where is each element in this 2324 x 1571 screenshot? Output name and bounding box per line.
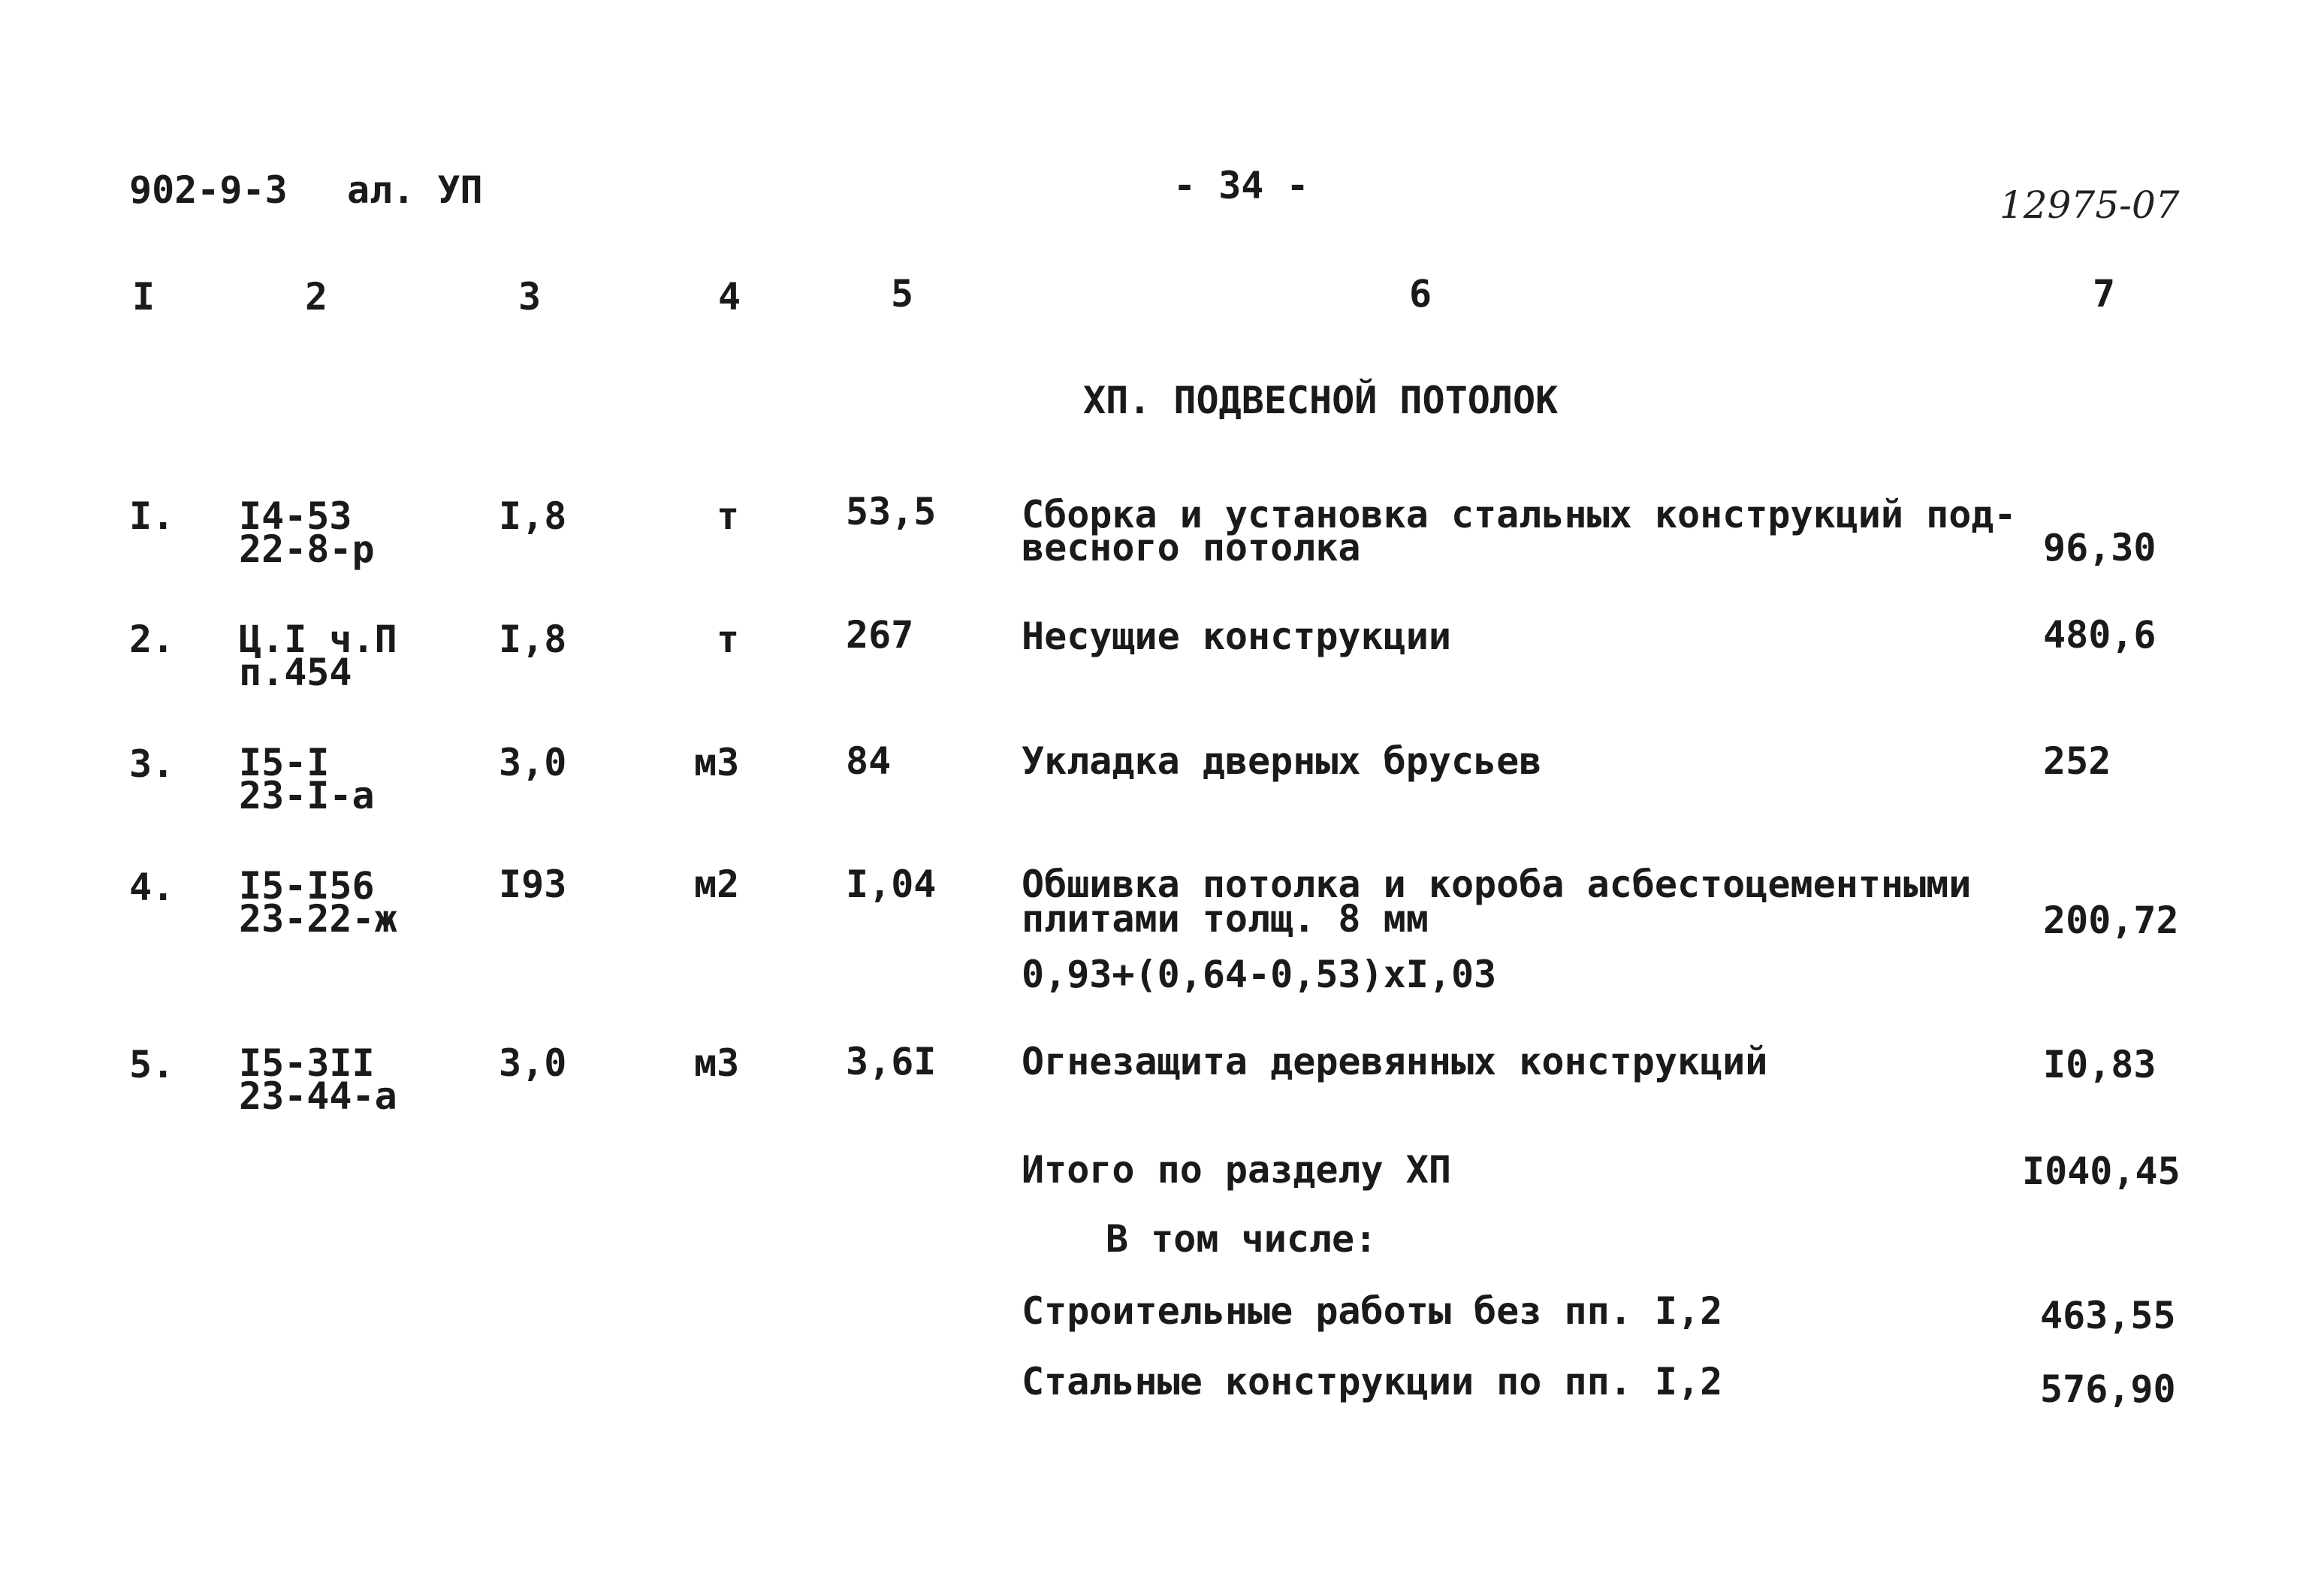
column-header-7: 7 xyxy=(2093,272,2116,316)
row-description-line1: Обшивка потолка и короба асбестоцементными xyxy=(1022,863,1972,906)
row-coefficient: I,8 xyxy=(499,494,567,538)
row-code-line1: I5-I xyxy=(239,741,330,784)
row-number: 5. xyxy=(129,1043,175,1086)
row-description-line1: Сборка и установка стальных конструкций под- xyxy=(1022,493,2017,536)
inventory-number: 12975-07 xyxy=(2000,183,2180,227)
row-unit: м2 xyxy=(694,863,740,906)
steel-structures-label: Стальные конструкции по пп. I,2 xyxy=(1022,1360,1723,1403)
row-number: 4. xyxy=(129,866,175,909)
row-unit: т xyxy=(717,494,740,538)
row-code-line2: 23-22-ж xyxy=(239,897,397,941)
column-header-4: 4 xyxy=(718,275,741,319)
row-quantity: 3,6I xyxy=(846,1040,937,1083)
including-label: В том числе: xyxy=(1106,1217,1378,1261)
column-header-1: I xyxy=(132,275,155,319)
doc-code: 902-9-3 xyxy=(129,168,288,212)
album-label: ал. УП xyxy=(347,168,483,212)
row-description-line2: плитами толщ. 8 мм xyxy=(1022,897,1429,941)
row-code-line1: I5-3II xyxy=(239,1041,375,1085)
construction-works-label: Строительные работы без пп. I,2 xyxy=(1022,1289,1723,1333)
column-header-5: 5 xyxy=(891,272,914,316)
row-code-line2: 23-I-а xyxy=(239,774,375,817)
row-quantity: I,04 xyxy=(846,863,937,906)
row-number: 3. xyxy=(129,742,175,786)
row-number: 2. xyxy=(129,618,175,661)
row-unit: м3 xyxy=(694,1041,740,1085)
row-total: 96,30 xyxy=(2043,526,2156,569)
row-total: I0,83 xyxy=(2043,1043,2156,1086)
row-code-line1: Ц.I ч.П xyxy=(239,618,397,661)
row-unit: м3 xyxy=(694,741,740,784)
row-coefficient: 3,0 xyxy=(499,741,567,784)
row-code-line1: I4-53 xyxy=(239,494,352,538)
row-code-line1: I5-I56 xyxy=(239,864,375,908)
row-description-line1: Несущие конструкции xyxy=(1022,615,1451,658)
row-coefficient: I,8 xyxy=(499,618,567,661)
row-code-line2: п.454 xyxy=(239,651,352,694)
row-formula: 0,93+(0,64-0,53)хI,03 xyxy=(1022,953,1497,996)
row-total: 252 xyxy=(2043,739,2111,783)
column-header-2: 2 xyxy=(305,275,328,319)
section-total-label: Итого по разделу ХП xyxy=(1022,1148,1451,1192)
row-quantity: 53,5 xyxy=(846,490,937,533)
row-code-line2: 22-8-р xyxy=(239,527,375,571)
column-header-6: 6 xyxy=(1409,272,1432,316)
row-code-line2: 23-44-а xyxy=(239,1074,397,1118)
row-description-line2: весного потолка xyxy=(1022,526,1361,569)
steel-structures-value: 576,90 xyxy=(2040,1367,2176,1411)
row-unit: т xyxy=(717,618,740,661)
row-description-line1: Огнезащита деревянных конструкций xyxy=(1022,1040,1768,1083)
row-total: 200,72 xyxy=(2043,899,2179,942)
row-description-line1: Укладка дверных брусьев xyxy=(1022,739,1542,783)
construction-works-value: 463,55 xyxy=(2040,1294,2176,1337)
row-quantity: 267 xyxy=(846,613,914,657)
row-coefficient: 3,0 xyxy=(499,1041,567,1085)
row-quantity: 84 xyxy=(846,739,892,783)
page-number: - 34 - xyxy=(1173,164,1309,207)
row-total: 480,6 xyxy=(2043,613,2156,657)
column-header-3: 3 xyxy=(518,275,542,319)
section-total-value: I040,45 xyxy=(2022,1150,2181,1193)
row-coefficient: I93 xyxy=(499,863,567,906)
row-number: I. xyxy=(129,494,175,538)
section-title: ХП. ПОДВЕСНОЙ ПОТОЛОК xyxy=(1083,379,1559,422)
